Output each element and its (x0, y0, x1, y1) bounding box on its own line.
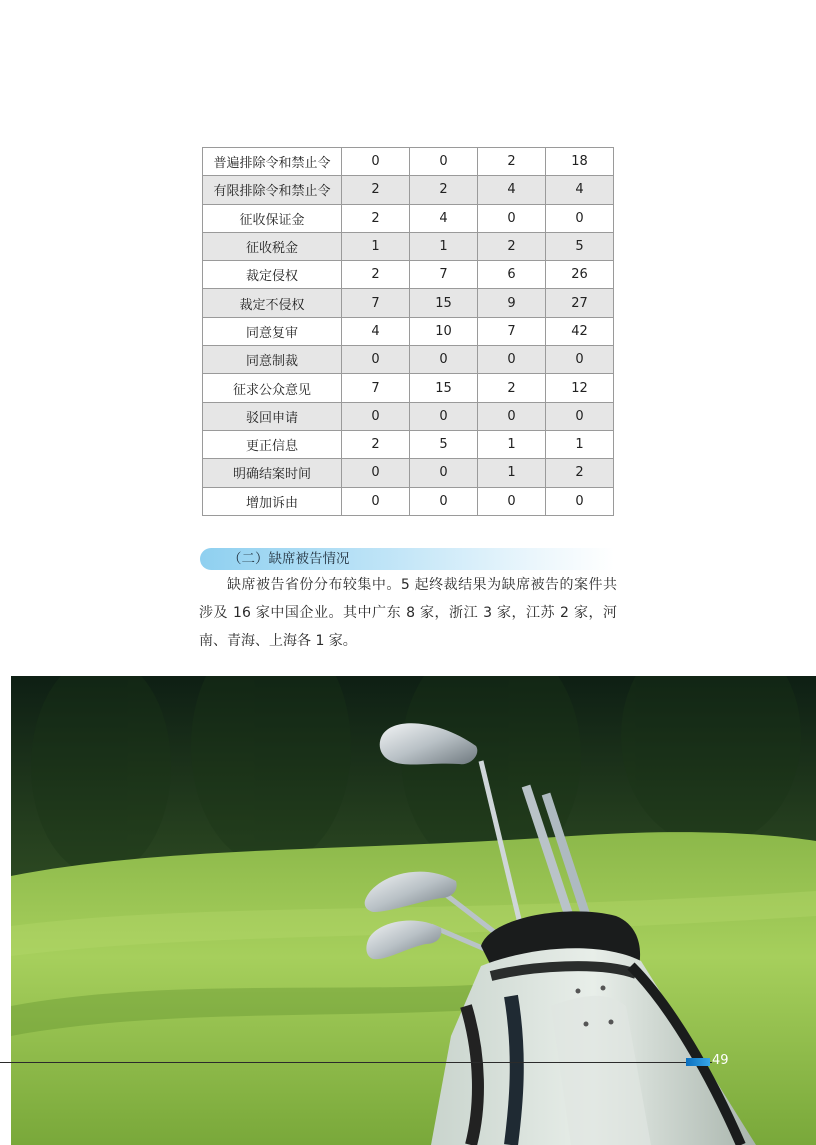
table-cell: 26 (546, 261, 614, 289)
table-cell: 15 (410, 374, 478, 402)
table-cell: 4 (410, 204, 478, 232)
row-label: 同意复审 (203, 317, 342, 345)
remedy-statistics-table (202, 147, 614, 516)
table-cell: 0 (342, 402, 410, 430)
table-cell: 2 (546, 459, 614, 487)
table-cell: 0 (410, 148, 478, 176)
table-cell: 0 (478, 402, 546, 430)
table-row (203, 430, 614, 458)
row-label: 征收税金 (203, 232, 342, 260)
table-cell: 4 (478, 176, 546, 204)
golf-bag-photo (11, 676, 816, 1145)
table-cell: 0 (478, 487, 546, 515)
table-cell: 0 (342, 459, 410, 487)
table-cell: 9 (478, 289, 546, 317)
table-row (203, 459, 614, 487)
table-row (203, 176, 614, 204)
table-cell: 27 (546, 289, 614, 317)
table-cell: 0 (410, 487, 478, 515)
table-cell: 7 (410, 261, 478, 289)
table-cell: 1 (342, 232, 410, 260)
table-cell: 2 (342, 261, 410, 289)
table-cell: 15 (410, 289, 478, 317)
section-paragraph: 缺席被告省份分布较集中。5 起终裁结果为缺席被告的案件共涉及 16 家中国企业。其中广东 8 家，浙江 3 家，江苏 2 家，河南、青海、上海各 1 家。 (199, 577, 617, 649)
table-cell: 1 (546, 430, 614, 458)
table-row (203, 374, 614, 402)
row-label: 普遍排除令和禁止令 (203, 148, 342, 176)
row-label: 增加诉由 (203, 487, 342, 515)
table-cell: 0 (342, 487, 410, 515)
table-cell: 5 (410, 430, 478, 458)
row-label: 征求公众意见 (203, 374, 342, 402)
table-cell: 18 (546, 148, 614, 176)
section-heading: （二）缺席被告情况 (200, 548, 614, 570)
row-label: 征收保证金 (203, 204, 342, 232)
table-cell: 0 (410, 459, 478, 487)
table-cell: 1 (410, 232, 478, 260)
table-row (203, 232, 614, 260)
table-cell: 2 (342, 204, 410, 232)
table-cell: 0 (410, 402, 478, 430)
table-cell: 0 (478, 204, 546, 232)
table-cell: 2 (478, 148, 546, 176)
row-label: 明确结案时间 (203, 459, 342, 487)
table-row (203, 402, 614, 430)
table-cell: 0 (342, 346, 410, 374)
table-cell: 0 (546, 402, 614, 430)
table-row (203, 346, 614, 374)
table-cell: 0 (546, 487, 614, 515)
table-cell: 10 (410, 317, 478, 345)
table-cell: 4 (546, 176, 614, 204)
table-cell: 0 (410, 346, 478, 374)
table-cell: 4 (342, 317, 410, 345)
table-cell: 0 (342, 148, 410, 176)
table-row (203, 261, 614, 289)
table-cell: 12 (546, 374, 614, 402)
page-number-tab (686, 1058, 710, 1066)
table-cell: 2 (478, 374, 546, 402)
table-cell: 2 (342, 176, 410, 204)
row-label: 有限排除令和禁止令 (203, 176, 342, 204)
page-number: 49 (712, 1053, 729, 1068)
table-cell: 0 (478, 346, 546, 374)
row-label: 裁定侵权 (203, 261, 342, 289)
table-cell: 7 (478, 317, 546, 345)
table-cell: 1 (478, 459, 546, 487)
row-label: 驳回申请 (203, 402, 342, 430)
table-row (203, 317, 614, 345)
table-row (203, 204, 614, 232)
table-cell: 0 (546, 346, 614, 374)
table-cell: 5 (546, 232, 614, 260)
table-cell: 7 (342, 289, 410, 317)
table-row (203, 148, 614, 176)
row-label: 更正信息 (203, 430, 342, 458)
table-cell: 0 (546, 204, 614, 232)
table-cell: 6 (478, 261, 546, 289)
row-label: 裁定不侵权 (203, 289, 342, 317)
table-cell: 42 (546, 317, 614, 345)
table-cell: 2 (478, 232, 546, 260)
table-cell: 1 (478, 430, 546, 458)
table-row (203, 487, 614, 515)
row-label: 同意制裁 (203, 346, 342, 374)
footer-rule (0, 1062, 712, 1063)
table-cell: 2 (342, 430, 410, 458)
table-row (203, 289, 614, 317)
table-cell: 7 (342, 374, 410, 402)
table-cell: 2 (410, 176, 478, 204)
